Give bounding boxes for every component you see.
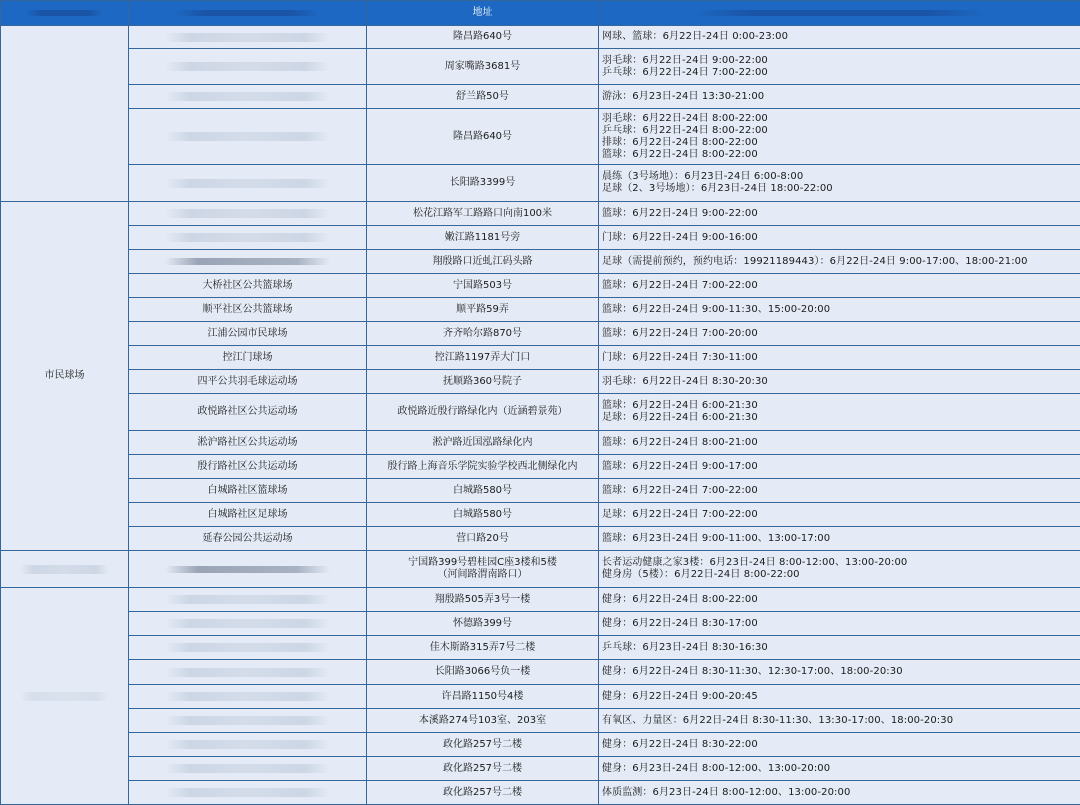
redacted-text — [695, 10, 984, 16]
hours-cell: 篮球：6月22日-24日 9:00-22:00 — [599, 202, 1080, 226]
venue-cell — [129, 165, 367, 202]
venue-cell — [129, 660, 367, 685]
venue-cell — [129, 202, 367, 226]
redacted-text — [20, 565, 109, 574]
venue-cell: 四平公共羽毛球运动场 — [129, 370, 367, 394]
venue-cell: 政悦路社区公共运动场 — [129, 394, 367, 431]
hours-cell: 门球：6月22日-24日 9:00-16:00 — [599, 226, 1080, 250]
address-cell: 宁国路399号碧桂园C座3楼和5楼 （河间路渭南路口） — [367, 551, 599, 588]
redacted-text — [165, 764, 331, 773]
redacted-text — [165, 619, 331, 628]
address-cell: 殷行路上海音乐学院实验学校西北侧绿化内 — [367, 455, 599, 479]
redacted-text — [165, 92, 331, 101]
address-cell: 周家嘴路3681号 — [367, 49, 599, 85]
header-category — [1, 1, 129, 26]
hours-cell: 篮球：6月22日-24日 8:00-21:00 — [599, 431, 1080, 455]
address-cell: 政化路257号二楼 — [367, 757, 599, 781]
redacted-text — [165, 179, 331, 188]
group-cell: 市民球场 — [1, 202, 129, 551]
venue-cell: 白城路社区足球场 — [129, 503, 367, 527]
redacted-text — [165, 62, 331, 71]
address-cell: 舒兰路50号 — [367, 85, 599, 109]
group-cell — [1, 551, 129, 588]
hours-cell: 健身：6月22日-24日 8:30-17:00 — [599, 612, 1080, 636]
venue-cell — [129, 685, 367, 709]
redacted-text — [176, 10, 318, 16]
address-cell: 翔殷路505弄3号一楼 — [367, 588, 599, 612]
address-cell: 许昌路1150号4楼 — [367, 685, 599, 709]
address-cell: 营口路20号 — [367, 527, 599, 551]
address-cell: 顺平路59弄 — [367, 298, 599, 322]
redacted-text — [165, 258, 331, 265]
address-cell: 翔殷路口近虬江码头路 — [367, 250, 599, 274]
redacted-text — [165, 595, 331, 604]
address-cell: 松花江路军工路路口向南100米 — [367, 202, 599, 226]
venue-cell: 江浦公园市民球场 — [129, 322, 367, 346]
address-cell: 白城路580号 — [367, 503, 599, 527]
redacted-text — [26, 10, 102, 16]
redacted-text — [165, 132, 331, 141]
address-cell: 本溪路274号103室、203室 — [367, 709, 599, 733]
address-cell: 佳木斯路315弄7号二楼 — [367, 636, 599, 660]
hours-cell: 有氧区、力量区：6月22日-24日 8:30-11:30、13:30-17:00、18:00-20:30 — [599, 709, 1080, 733]
venue-cell — [129, 85, 367, 109]
redacted-text — [165, 233, 331, 242]
header-hours — [599, 1, 1080, 26]
hours-cell: 篮球：6月22日-24日 7:00-20:00 — [599, 322, 1080, 346]
venue-cell — [129, 612, 367, 636]
hours-cell: 篮球：6月22日-24日 9:00-11:30、15:00-20:00 — [599, 298, 1080, 322]
venue-cell: 延春公园公共运动场 — [129, 527, 367, 551]
address-cell: 淞沪路近国泓路绿化内 — [367, 431, 599, 455]
address-cell: 政化路257号二楼 — [367, 781, 599, 805]
hours-cell: 乒乓球：6月23日-24日 8:30-16:30 — [599, 636, 1080, 660]
venue-cell — [129, 588, 367, 612]
hours-cell: 羽毛球：6月22日-24日 8:00-22:00 乒乓球：6月22日-24日 8:00-22:00 排球：6月22日-24日 8:00-22:00 篮球：6月22日-24日 8:00-22:00 — [599, 109, 1080, 165]
group-cell — [1, 26, 129, 202]
hours-cell: 体质监测：6月23日-24日 8:00-12:00、13:00-20:00 — [599, 781, 1080, 805]
address-cell: 齐齐哈尔路870号 — [367, 322, 599, 346]
hours-cell: 篮球：6月23日-24日 9:00-11:00、13:00-17:00 — [599, 527, 1080, 551]
address-cell: 抚顺路360号院子 — [367, 370, 599, 394]
address-cell: 长阳路3399号 — [367, 165, 599, 202]
address-cell: 隆昌路640号 — [367, 109, 599, 165]
hours-cell: 羽毛球：6月22日-24日 8:30-20:30 — [599, 370, 1080, 394]
redacted-text — [165, 740, 331, 749]
redacted-text — [165, 692, 331, 701]
address-cell: 隆昌路640号 — [367, 26, 599, 49]
group-cell — [1, 588, 129, 805]
hours-cell: 健身：6月22日-24日 8:30-11:30、12:30-17:00、18:00-20:30 — [599, 660, 1080, 685]
address-cell: 宁国路503号 — [367, 274, 599, 298]
address-cell: 嫩江路1181号旁 — [367, 226, 599, 250]
venue-cell — [129, 250, 367, 274]
hours-cell: 游泳：6月23日-24日 13:30-21:00 — [599, 85, 1080, 109]
venue-cell: 顺平社区公共篮球场 — [129, 298, 367, 322]
address-cell: 白城路580号 — [367, 479, 599, 503]
venue-cell — [129, 781, 367, 805]
address-cell: 控江路1197弄大门口 — [367, 346, 599, 370]
hours-cell: 篮球：6月22日-24日 9:00-17:00 — [599, 455, 1080, 479]
redacted-text — [165, 33, 331, 42]
redacted-text — [165, 788, 331, 797]
venue-cell — [129, 26, 367, 49]
redacted-text — [165, 716, 331, 725]
hours-cell: 羽毛球：6月22日-24日 9:00-22:00 乒乓球：6月22日-24日 7:00-22:00 — [599, 49, 1080, 85]
hours-cell: 健身：6月22日-24日 9:00-20:45 — [599, 685, 1080, 709]
hours-cell: 晨练（3号场地）：6月23日-24日 6:00-8:00 足球（2、3号场地）：6月23日-24日 18:00-22:00 — [599, 165, 1080, 202]
redacted-text — [165, 668, 331, 677]
header-address: 地址 — [367, 1, 599, 26]
hours-cell: 网球、篮球：6月22日-24日 0:00-23:00 — [599, 26, 1080, 49]
address-cell: 政悦路近殷行路绿化内（近涵碧景苑） — [367, 394, 599, 431]
venue-cell: 殷行路社区公共运动场 — [129, 455, 367, 479]
venue-cell — [129, 709, 367, 733]
venue-cell — [129, 226, 367, 250]
redacted-text — [20, 692, 109, 701]
hours-cell: 篮球：6月22日-24日 6:00-21:30 足球：6月22日-24日 6:00-21:30 — [599, 394, 1080, 431]
hours-cell: 篮球：6月22日-24日 7:00-22:00 — [599, 274, 1080, 298]
hours-cell: 健身：6月22日-24日 8:30-22:00 — [599, 733, 1080, 757]
hours-cell: 健身：6月22日-24日 8:00-22:00 — [599, 588, 1080, 612]
header-venue — [129, 1, 367, 26]
hours-cell: 长者运动健康之家3楼：6月23日-24日 8:00-12:00、13:00-20:00 健身房（5楼）：6月22日-24日 8:00-22:00 — [599, 551, 1080, 588]
redacted-text — [165, 566, 331, 573]
hours-cell: 足球（需提前预约，预约电话：19921189443）：6月22日-24日 9:00-17:00、18:00-21:00 — [599, 250, 1080, 274]
venue-cell — [129, 757, 367, 781]
venue-cell: 淞沪路社区公共运动场 — [129, 431, 367, 455]
venue-cell: 控江门球场 — [129, 346, 367, 370]
redacted-text — [165, 209, 331, 218]
address-cell: 怀德路399号 — [367, 612, 599, 636]
hours-cell: 篮球：6月22日-24日 7:00-22:00 — [599, 479, 1080, 503]
hours-cell: 健身：6月23日-24日 8:00-12:00、13:00-20:00 — [599, 757, 1080, 781]
venue-cell — [129, 551, 367, 588]
venue-cell — [129, 636, 367, 660]
address-cell: 政化路257号二楼 — [367, 733, 599, 757]
address-cell: 长阳路3066号负一楼 — [367, 660, 599, 685]
venue-cell — [129, 109, 367, 165]
venue-cell: 大桥社区公共篮球场 — [129, 274, 367, 298]
venue-cell: 白城路社区篮球场 — [129, 479, 367, 503]
hours-cell: 足球：6月22日-24日 7:00-22:00 — [599, 503, 1080, 527]
redacted-text — [165, 643, 331, 652]
venue-cell — [129, 49, 367, 85]
venue-cell — [129, 733, 367, 757]
hours-cell: 门球：6月22日-24日 7:30-11:00 — [599, 346, 1080, 370]
